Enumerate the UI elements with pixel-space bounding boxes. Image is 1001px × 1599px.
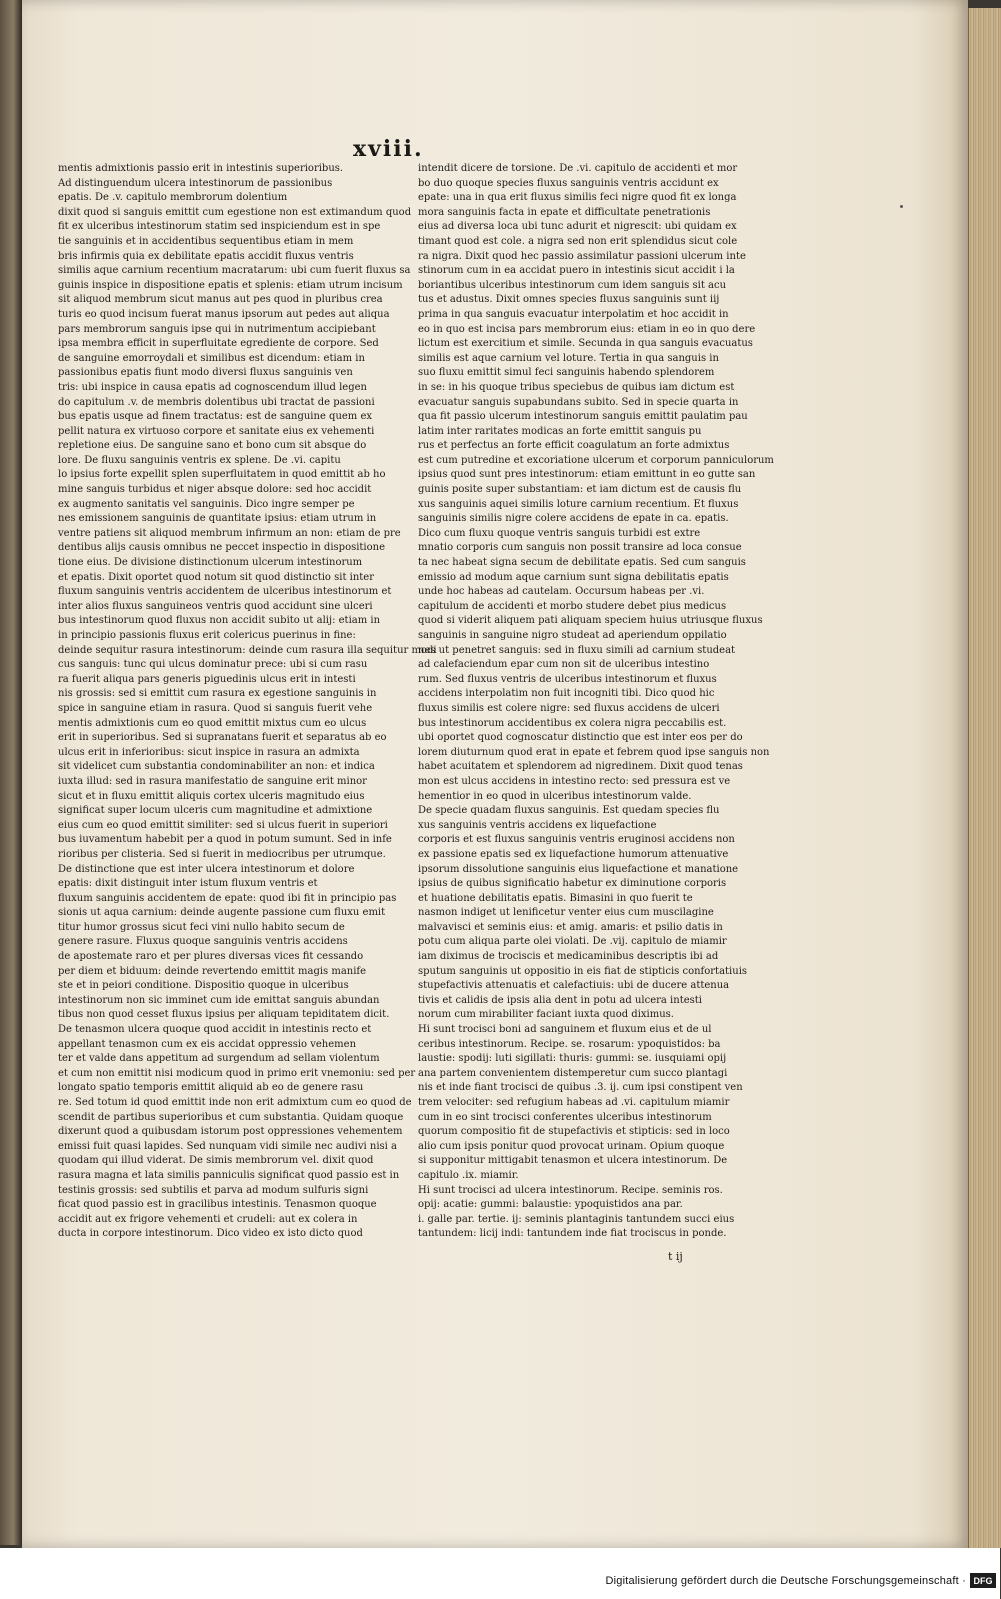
text-line: longato spatio temporis emittit aliquid ab eo de genere rasu [58, 1082, 364, 1094]
text-line: fit ex ulceribus intestinorum statim sed inspiciendum est in spe [58, 221, 381, 233]
text-line: in principio passionis fluxus erit colericus puerinus in fine: [58, 630, 356, 641]
text-line: prima in qua sanguis evacuatur interpolatim et hoc accidit in [418, 308, 729, 320]
text-line: significat super locum ulceris cum magnitudine et admixtione [58, 805, 373, 817]
left-text-column [58, 162, 437, 1242]
text-line: intestinorum non sic imminet cum ide emittat sanguis abundan [58, 994, 380, 1006]
text-line: cus sanguis: tunc qui ulcus dominatur prece: ubi si cum rasu [58, 659, 368, 671]
text-line: pellit natura ex virtuoso corpore et sanitate eius ex vehementi [58, 425, 375, 437]
text-line: deinde sequitur rasura intestinorum: deinde cum rasura illa sequitur modi [58, 644, 437, 656]
text-line: ad calefaciendum epar cum non sit de ulceribus intestino [418, 659, 710, 671]
text-line: similis aque carnium recentium macratarum: ubi cum fuerit fluxus sa [58, 265, 411, 277]
text-line: accidit aut ex frigore vehementi et crudeli: aut ex colera in [58, 1213, 358, 1225]
text-line: ta nec habeat signa secum de debilitate epatis. Sed cum sanguis [418, 557, 746, 569]
text-line: ste et in peiori conditione. Dispositio quoque in ulceribus [58, 980, 349, 992]
text-line: est cum putredine et excoriatione ulcerum et corporum panniculorum [418, 454, 774, 466]
text-line: mentis admixtionis cum eo quod emittit mixtus cum eo ulcus [58, 717, 367, 729]
text-line: ex passione epatis sed ex liquefactione humorum attenuative [418, 848, 729, 860]
dfg-logo: DFG [970, 1573, 996, 1588]
text-line: sit videlicet cum substantia condominabiliter an non: et indica [58, 761, 375, 773]
text-line: potu cum aliqua parte olei violati. De .vij. capitulo de miamir [418, 936, 727, 948]
ink-spot [900, 205, 903, 208]
text-line: rioribus per clisteria. Sed si fuerit in mediocribus per utrumque. [58, 848, 386, 860]
text-line: ra nigra. Dixit quod hec passio assimilatur passioni ulcerum inte [418, 250, 746, 262]
text-line: rum. Sed fluxus ventris de ulceribus intestinorum et fluxus [418, 673, 717, 685]
text-line: ana partem convenientem distemperetur cum succo plantagi [418, 1067, 728, 1079]
text-line: capitulo .ix. miamir. [418, 1169, 519, 1181]
text-line: de apostemate raro et per plures diversas vices fit cessando [58, 951, 364, 963]
text-line: do capitulum .v. de membris dolentibus ubi tractat de passioni [58, 396, 375, 408]
text-line: bus epatis usque ad finem tractatus: est de sanguine quem ex [58, 411, 373, 423]
text-line: titur humor grossus sicut feci vini nullo habito secum de [58, 921, 345, 933]
text-line: ventre patiens sit aliquod membrum infirmum an non: etiam de pre [58, 527, 401, 539]
text-line: de sanguine emorroydali et similibus est dicendum: etiam in [58, 352, 365, 364]
text-line: ipsorum dissolutione sanguinis eius liquefactione et manatione [418, 863, 739, 875]
text-line: passionibus epatis fiunt modo diversi fluxus sanguinis ven [58, 367, 353, 379]
text-line: ubi oportet quod cognoscatur distinctio que est inter eos per do [418, 732, 743, 744]
text-line: stupefactivis attenuatis et calefactiuis: ubi de ducere attenua [418, 980, 730, 992]
text-line: tantundem: licij indi: tantundem inde fiat trociscus in ponde. [418, 1228, 727, 1240]
text-line: nis grossis: sed si emittit cum rasura ex egestione sanguinis in [58, 688, 377, 700]
text-line: erit in superioribus. Sed si supranatans fuerit et separatus ab eo [58, 732, 387, 744]
text-line: dixerunt quod a quibusdam istorum post oppressiones vehementem [58, 1126, 403, 1138]
text-line: De specie quadam fluxus sanguinis. Est quedam species flu [418, 805, 720, 817]
text-line: tivis et calidis de ipsis alia dent in potu ad ulcera intesti [418, 994, 702, 1006]
text-line: ceribus intestinorum. Recipe. se. rosarum: ypoquistidos: ba [418, 1038, 721, 1050]
text-line: lore. De fluxu sanguinis ventris ex splene. De .vi. capitu [58, 454, 341, 466]
text-line: repletione eius. De sanguine sano et bono cum sit absque do [58, 440, 367, 452]
text-line: re. Sed totum id quod emittit inde non erit admixtum cum eo quod de [58, 1097, 412, 1108]
text-line: evacuatur sanguis supabundans subito. Sed in specie quarta in [418, 396, 739, 408]
signature-mark: t ij [668, 1250, 683, 1263]
text-line: tie sanguinis et in accidentibus sequentibus etiam in mem [58, 235, 354, 247]
text-line: nis et inde fiant trocisci de quibus .3. ij. cum ipsi constipent ven [418, 1082, 743, 1094]
text-line: ficat quod passio est in gracilibus intestinis. Tenasmon quoque [58, 1199, 377, 1211]
text-line: trem velociter: sed refugium habeas ad .vi. capitulum miamir [418, 1097, 730, 1108]
text-line: boriantibus ulceribus intestinorum cum idem sanguis sit acu [418, 279, 727, 291]
text-line: emissi fuit quasi lapides. Sed nunquam vidi simile nec audivi nisi a [58, 1140, 397, 1152]
text-line: genere rasure. Fluxus quoque sanguinis ventris accidens [58, 936, 348, 948]
previous-page-edge [0, 0, 22, 1545]
text-line: unde hoc habeas ad cautelam. Occursum habeas per .vi. [418, 586, 705, 598]
text-line: bus intestinorum quod fluxus non accidit subito ut alij: etiam in [58, 615, 381, 627]
text-line: sanguinis similis nigre colere accidens de epate in ca. epatis. [418, 513, 729, 525]
text-line: bris infirmis quia ex debilitate epatis accidit fluxus ventris [58, 250, 354, 262]
text-line: epatis: dixit distinguit inter istum fluxum ventris et [58, 878, 318, 890]
text-line: et epatis. Dixit oportet quod notum sit quod distinctio sit inter [58, 571, 374, 583]
text-line: norum cum mirabiliter faciant iuxta quod diximus. [418, 1009, 674, 1021]
text-line: tus et adustus. Dixit omnes species fluxus sanguinis sunt iij [418, 294, 720, 306]
text-line: mnatio corporis cum sanguis non possit transire ad loca consue [418, 542, 742, 554]
text-line: laustie: spodij: luti sigillati: thuris: gummi: se. iusquiami opij [418, 1053, 727, 1065]
text-line: De distinctione que est inter ulcera intestinorum et dolore [58, 863, 355, 875]
text-line: iam diximus de trociscis et medicaminibus descriptis ibi ad [418, 951, 719, 963]
text-line: habet acuitatem et splendorem ad nigredinem. Dixit quod tenas [418, 761, 743, 773]
text-line: hementior in eo quod in ulceribus intestinorum valde. [418, 790, 692, 802]
text-line: et huatione debilitatis epatis. Bimasini in quo fuerit te [418, 892, 693, 904]
text-line: dixit quod si sanguis emittit cum egestione non est extimandum quod [58, 206, 412, 218]
text-line: capitulum de accidenti et morbo studere debet pius medicus [418, 600, 727, 612]
text-line: mine sanguis turbidus et niger absque dolore: sed hoc accidit [58, 484, 372, 496]
text-line: opij: acatie: gummi: balaustie: ypoquistidos ana par. [418, 1199, 683, 1211]
funding-credit: Digitalisierung gefördert durch die Deutsche Forschungsgemeinschaft · [605, 1575, 966, 1587]
text-line: spice in sanguine etiam in rasura. Quod si sanguis fuerit vehe [58, 702, 373, 714]
text-line: appellant tenasmon cum ex eis accidat oppressio vehemen [58, 1038, 357, 1050]
text-line: fluxum sanguinis ventris accidentem de ulceribus intestinorum et [58, 586, 392, 598]
text-line: inter alios fluxus sanguineos ventris quod accidunt sine ulceri [58, 600, 373, 612]
text-line: Dico cum fluxu quoque ventris sanguis turbidi est extre [418, 527, 701, 539]
text-line: similis est aque carnium vel loture. Tertia in qua sanguis in [418, 352, 719, 364]
text-line: fluxum sanguinis accidentem de epate: quod ibi fit in principio pas [58, 892, 397, 904]
text-line: epate: una in qua erit fluxus similis feci nigre quod fit ex longa [418, 192, 737, 204]
book-fore-edge [968, 8, 1001, 1548]
text-line: per diem et biduum: deinde revertendo emittit magis manife [58, 965, 367, 977]
text-line: et cum non emittit nisi modicum quod in primo erit vnemoniu: sed per [58, 1067, 416, 1079]
text-line: qua fit passio ulcerum intestinorum sanguis emittit paulatim pau [418, 411, 748, 423]
text-line: si supponitur mittigabit tenasmon et ulcera intestinorum. De [418, 1155, 728, 1167]
text-line: Hi sunt trocisci ad ulcera intestinorum. Recipe. seminis ros. [418, 1184, 723, 1196]
text-line: lictum est exercitium et simile. Secunda in qua sanguis evacuatus [418, 338, 753, 350]
text-line: nasmon indiget ut lenificetur venter eius cum muscilagine [418, 907, 714, 919]
folio-number: xviii. [353, 136, 424, 162]
text-line: pars membrorum sanguis ipse qui in nutrimentum accipiebant [58, 323, 376, 335]
text-line: eius ad diversa loca ubi tunc adurit et nigrescit: ubi quidam ex [418, 221, 737, 233]
text-line: Hi sunt trocisci boni ad sanguinem et fluxum eius et de ul [418, 1024, 712, 1036]
text-line: guinis posite super substantiam: et iam dictum est de causis flu [418, 484, 742, 496]
text-line: dentibus alijs causis omnibus ne peccet inspectio in dispositione [58, 542, 386, 554]
text-line: testinis grossis: sed subtilis et parva ad modum sulfuris signi [58, 1184, 369, 1196]
text-line: lo ipsius forte expellit splen superfluitatem in quod emittit ab ho [58, 469, 386, 481]
text-line: ulcus erit in inferioribus: sicut inspice in rasura an admixta [58, 746, 360, 758]
text-line: nes ut penetret sanguis: sed in fluxu simili ad carnium studeat [418, 644, 736, 656]
text-line: tris: ubi inspice in causa epatis ad cognoscendum illud legen [58, 381, 367, 393]
text-line: intendit dicere de torsione. De .vi. capitulo de accidenti et mor [418, 163, 738, 174]
text-line: latim inter raritates modicas an forte emittit sanguis pu [418, 425, 702, 437]
text-line: ipsius de quibus significatio habetur ex diminutione corporis [418, 878, 727, 890]
text-line: sicut et in fluxu emittit aliquis cortex ulceris magnitudo eius [58, 790, 365, 802]
text-line: accidens interpolatim non fuit incogniti tibi. Dico quod hic [418, 688, 715, 700]
text-line: xus sanguinis aquei similis loture carnium recentium. Et fluxus [418, 498, 739, 510]
text-line: Ad distinguendum ulcera intestinorum de passionibus [58, 177, 333, 189]
text-line: sit aliquod membrum sicut manus aut pes quod in pluribus crea [58, 294, 383, 306]
text-line: fluxus similis est colere nigre: sed fluxus accidens de ulceri [418, 702, 720, 714]
text-line: ipsa membra efficit in superfluitate egrediente de corpore. Sed [58, 338, 379, 350]
text-line: nes emissionem sanguinis de quantitate ipsius: etiam utrum in [58, 513, 377, 525]
text-line: eo in quo est incisa pars membrorum eius: etiam in eo in quo dere [418, 323, 756, 335]
text-line: mentis admixtionis passio erit in intestinis superioribus. [58, 163, 344, 174]
text-line: De tenasmon ulcera quoque quod accidit in intestinis recto et [58, 1024, 372, 1036]
text-line: xus sanguinis ventris accidens ex liquefactione [418, 819, 657, 831]
text-line: bus intestinorum accidentibus ex colera nigra peccabilis est. [418, 717, 727, 729]
text-line: emissio ad modum aque carnium sunt signa debilitatis epatis [418, 571, 729, 583]
text-line: iuxta illud: sed in rasura manifestatio de sanguine erit minor [58, 775, 367, 787]
text-line: malvavisci et seminis eius: et amig. amaris: et psilio datis in [418, 921, 723, 933]
text-line: tione eius. De divisione distinctionum ulcerum intestinorum [58, 557, 363, 569]
text-line: sionis ut aqua carnium: deinde augente passione cum fluxu emit [58, 907, 386, 919]
text-line: stinorum cum in ea accidat puero in intestinis sicut accidit i la [418, 265, 735, 277]
text-line: cum in eo sint trocisci conferentes ulceribus intestinorum [418, 1111, 712, 1123]
text-line: timant quod est cole. a nigra sed non erit splendidus sicut cole [418, 235, 738, 247]
text-line: sanguinis in sanguine nigro studeat ad aperiendum oppilatio [418, 630, 727, 641]
text-line: turis eo quod incisum fuerat manus ipsorum aut pedes aut aliqua [58, 308, 390, 320]
right-text-column [418, 162, 774, 1242]
text-line: ra fuerit aliqua pars generis piguedinis ulcus erit in intesti [58, 673, 356, 685]
text-line: guinis inspice in dispositione epatis et splenis: etiam utrum incisum [58, 279, 403, 291]
text-line: ipsius quod sunt pres intestinorum: etiam emittunt in eo gutte san [418, 469, 756, 481]
text-line: epatis. De .v. capitulo membrorum dolentium [58, 192, 288, 204]
scan-footer-strip [0, 1548, 1000, 1599]
text-line: quod si viderit aliquem pati aliquam speciem huius utriusque fluxus [418, 615, 763, 627]
text-line: bus iuvamentum habebit per a quod in potum sumunt. Sed in infe [58, 834, 392, 846]
text-line: bo duo quoque species fluxus sanguinis ventris accidunt ex [418, 177, 719, 189]
text-line: corporis et est fluxus sanguinis ventris eruginosi accidens non [418, 834, 735, 846]
text-line: scendit de partibus superioribus et cum substantia. Quidam quoque [58, 1111, 404, 1123]
text-line: i. galle par. tertie. ij: seminis plantaginis tantundem succi eius [418, 1213, 735, 1225]
text-line: alio cum ipsis ponitur quod provocat urinam. Opium quoque [418, 1140, 725, 1152]
text-line: sputum sanguinis ut oppositio in eis fiat de stipticis confortatiuis [418, 965, 748, 977]
text-line: mora sanguinis facta in epate et difficultate penetrationis [418, 206, 711, 218]
text-line: tibus non quod cesset fluxus ipsius per aliquam tepiditatem dicit. [58, 1009, 390, 1021]
text-line: eius cum eo quod emittit similiter: sed si ulcus fuerit in superiori [58, 819, 388, 831]
text-line: ducta in corpore intestinorum. Dico video ex isto dicto quod [58, 1228, 363, 1240]
text-line: rasura magna et lata similis panniculis significat quod passio est in [58, 1169, 400, 1181]
text-line: quodam qui illud viderat. De simis membrorum vel. dixit quod [58, 1155, 374, 1167]
text-line: lorem diuturnum quod erat in epate et febrem quod ipse sanguis non [418, 746, 770, 758]
text-line: suo fluxu emittit simul feci sanguinis habendo splendorem [418, 367, 715, 379]
text-line: ter et valde dans appetitum ad surgendum ad sellam violentum [58, 1053, 380, 1065]
text-line: ex augmento sanitatis vel sanguinis. Dico ingre semper pe [58, 498, 355, 510]
text-line: quorum compositio fit de stupefactivis et stipticis: sed in loco [418, 1126, 730, 1138]
text-line: in se: in his quoque tribus speciebus de quibus iam dictum est [418, 381, 735, 393]
text-line: mon est ulcus accidens in intestino recto: sed pressura est ve [418, 775, 731, 787]
text-line: rus et perfectus an forte efficit coagulatum an forte admixtus [418, 440, 730, 452]
